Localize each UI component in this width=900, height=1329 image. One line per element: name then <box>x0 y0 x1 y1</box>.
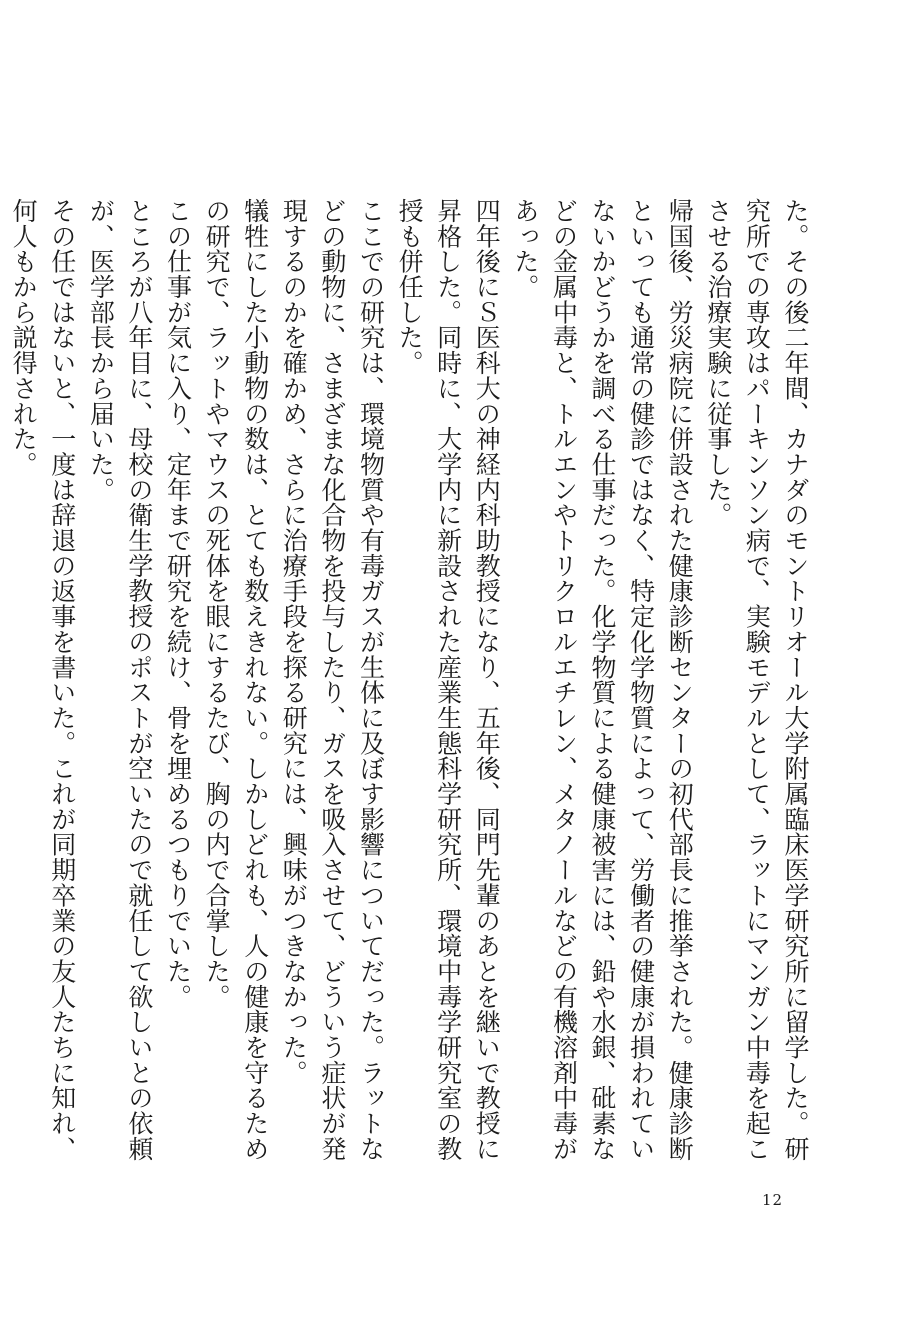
paragraph-5: 犠牲にした小動物の数は、とても数えきれない。しかしどれも、人の健康を守るための研究で、ラットやマウスの死体を眼にするたび、胸の内で合掌した。 <box>202 198 270 1162</box>
paragraph-9 <box>0 198 4 1183</box>
vertical-body-text <box>9 198 814 1183</box>
paragraph-4: ここでの研究は、環境物質や有毒ガスが生体に及ぼす影響についてだった。ラットなどの動物に、さまざまな化合物を投与したり、ガスを吸入させて、どういう症状が発現するのかを確かめ、さらに治療手段を探る研究には、興味がつきなかった。 <box>279 198 386 1162</box>
paragraph-6: この仕事が気に入り、定年まで研究を続け、骨を埋めるつもりでいた。 <box>163 198 193 1010</box>
page-number: 12 <box>762 1191 784 1209</box>
paragraph-8: その任ではないと、一度は辞退の返事を書いた。これが同期卒業の友人たちに知れ、何人もから説得された。 <box>9 198 77 1162</box>
paragraph-3: 四年後にＳ医科大の神経内科助教授になり、五年後、同門先輩のあとを継いで教授に昇格した。同時に、大学内に新設された産業生態科学研究所、環境中毒学研究室の教授も併任した。 <box>395 198 502 1162</box>
paragraph-1: た。その後二年間、カナダのモントリオール大学附属臨床医学研究所に留学した。研究所での専攻はパーキンソン病で、実験モデルとして、ラットにマンガン中毒を起こさせる治療実験に従事した。 <box>703 198 810 1162</box>
paragraph-7: ところが八年目に、母校の衛生学教授のポストが空いたので就任して欲しいとの依頼が、医学部長から届いた。 <box>86 198 154 1162</box>
paragraph-2: 帰国後、労災病院に併設された健康診断センターの初代部長に推挙された。健康診断といっても通常の健診ではなく、特定化学物質によって、労働者の健康が損われていないかどうかを調べる仕事だった。化学物質による健康被害には、鉛や水銀、砒素などの金属中毒と、トルエンやトリクロルエチレン、メタノールなどの有機溶剤中毒があった。 <box>510 198 695 1162</box>
